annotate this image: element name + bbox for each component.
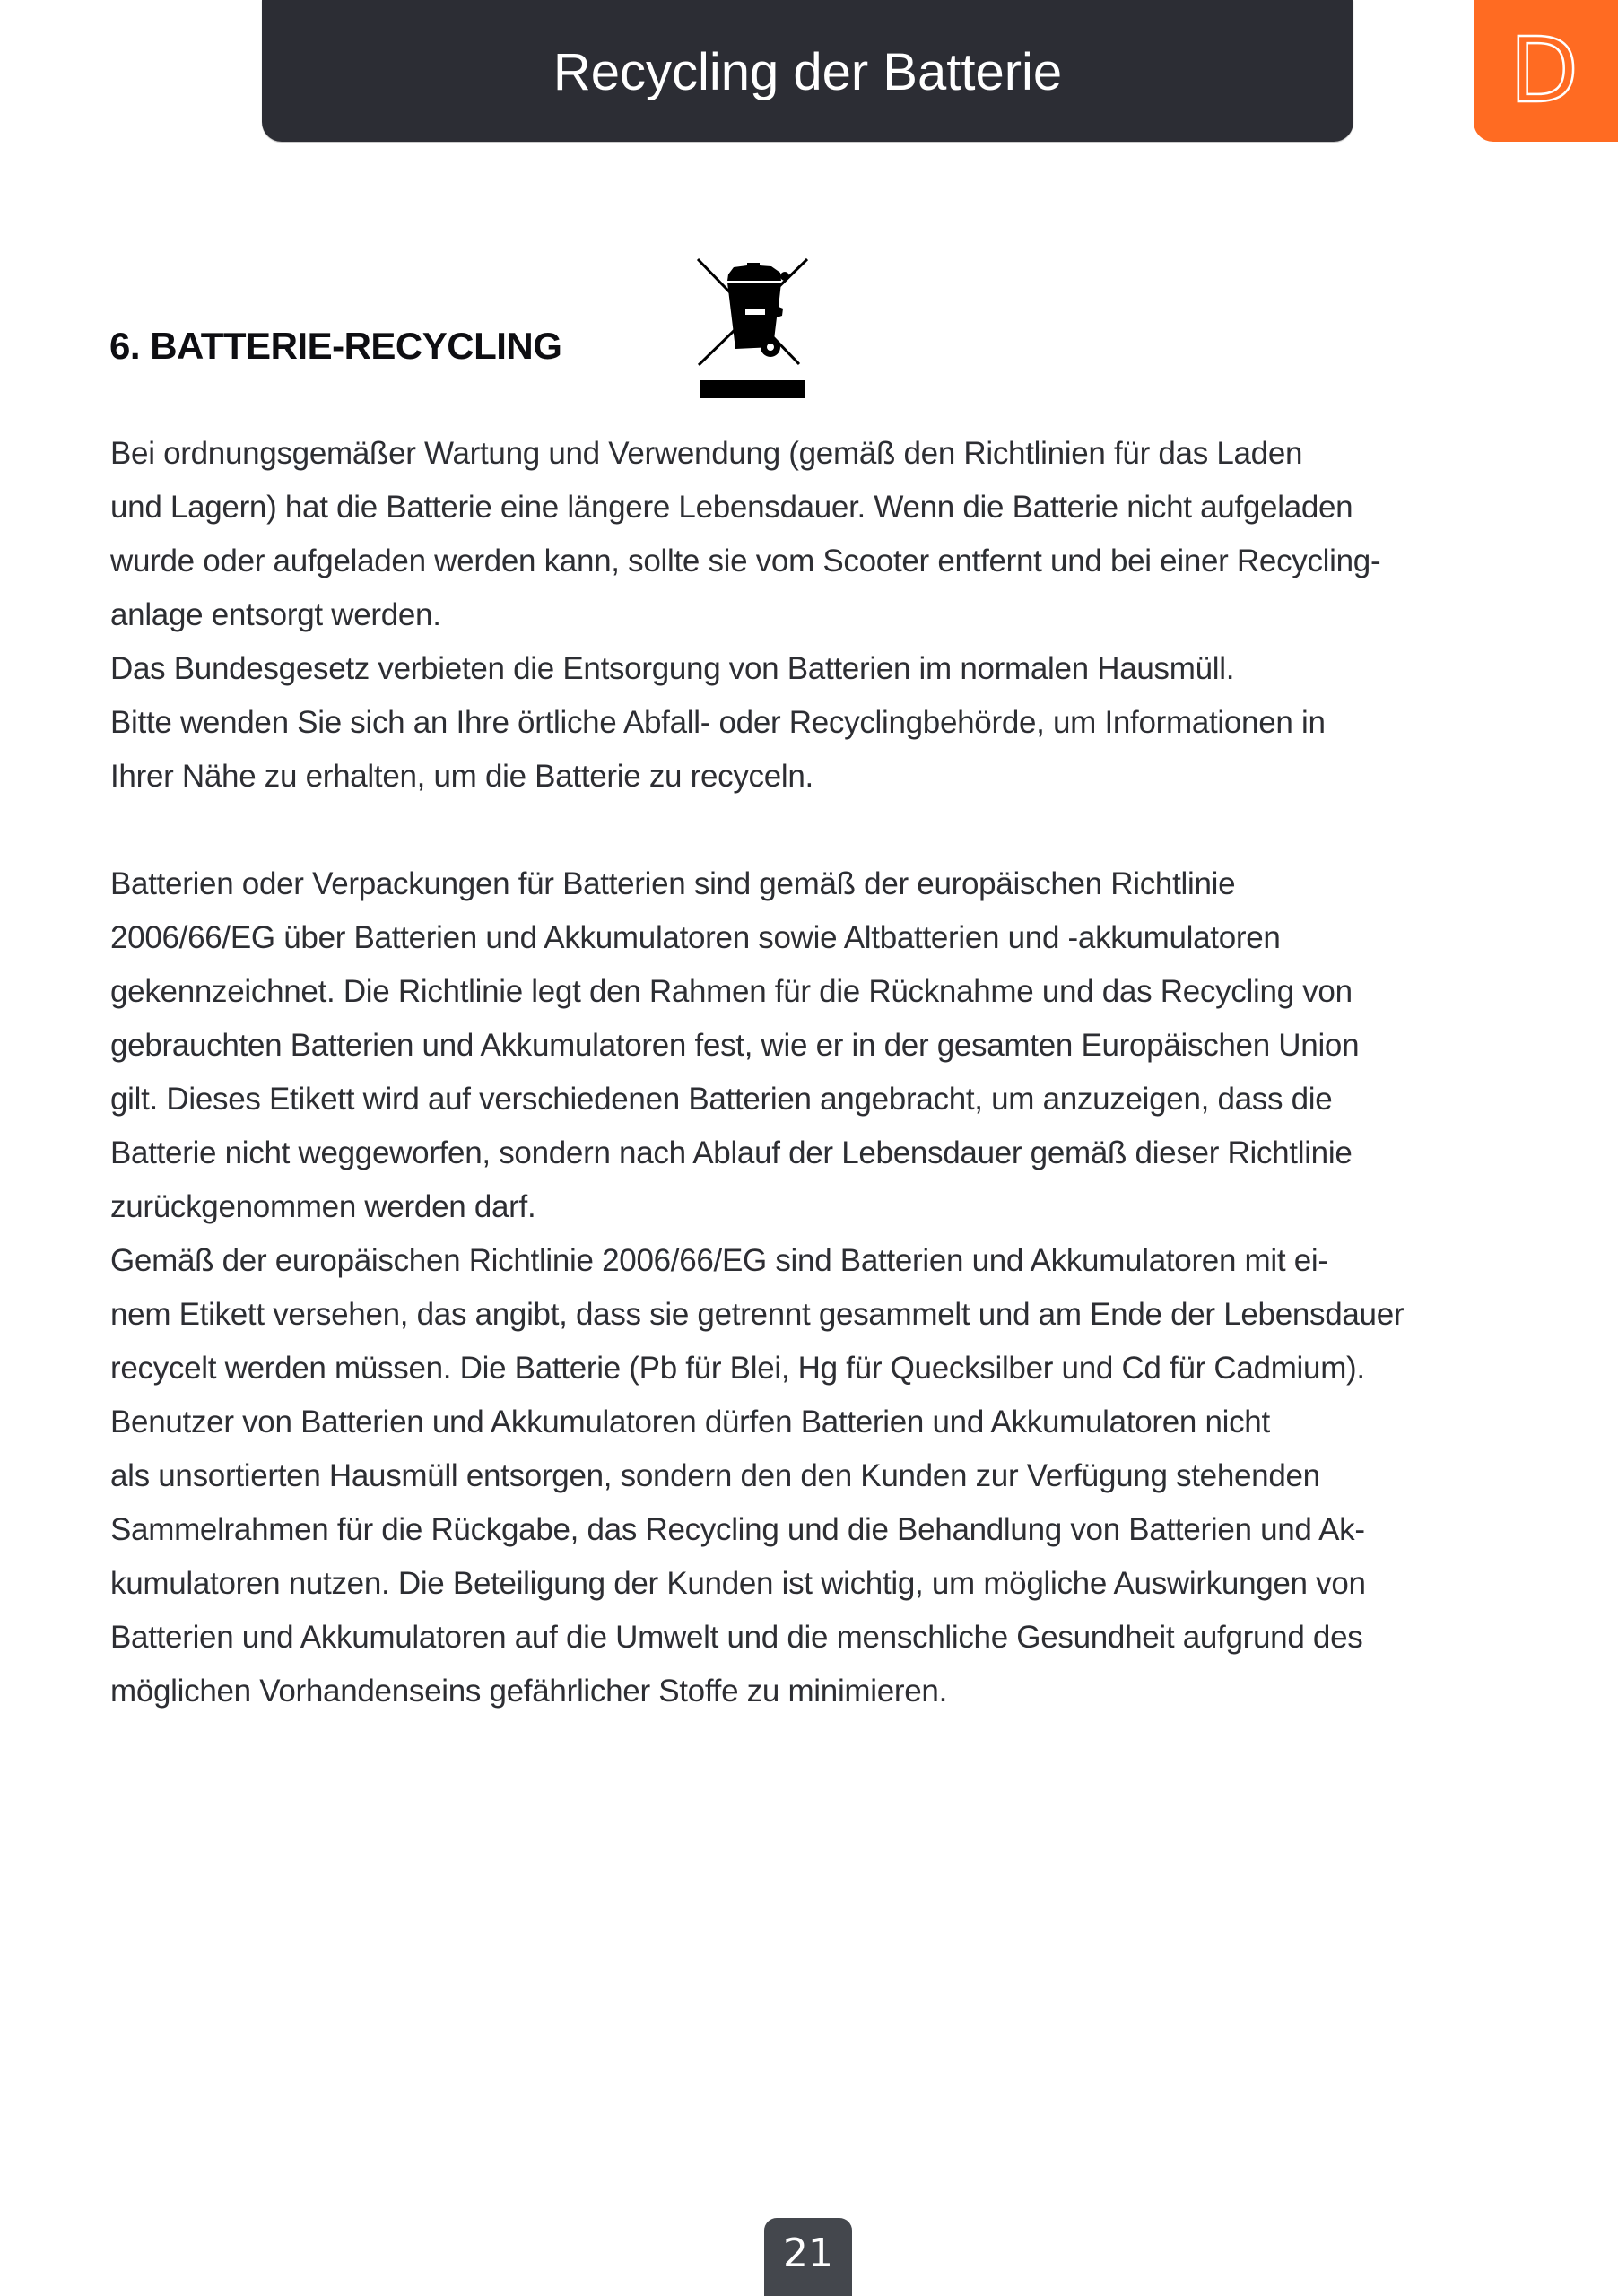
page-title: Recycling der Batterie [552,43,1063,101]
section-heading: 6. BATTERIE-RECYCLING [109,325,562,367]
crossed-out-wheelie-bin-icon [695,255,810,400]
body-line: Gemäß der europäischen Richtlinie 2006/66/EG sind Batterien und Akkumulatoren mit ei- [110,1243,1328,1278]
body-line: Das Bundesgesetz verbieten die Entsorgung von Batterien im normalen Hausmüll. [110,651,1235,686]
body-line: als unsortierten Hausmüll entsorgen, sondern den den Kunden zur Verfügung stehenden [110,1458,1320,1493]
body-line: Batterie nicht weggeworfen, sondern nach Ablauf der Lebensdauer gemäß dieser Richtlinie [110,1135,1353,1170]
body-line: zurückgenommen werden darf. [110,1189,536,1224]
body-line: gilt. Dieses Etikett wird auf verschiedenen Batterien angebracht, um anzuzeigen, dass die [110,1082,1333,1117]
language-tab [1474,0,1618,142]
body-line: wurde oder aufgeladen werden kann, sollte sie vom Scooter entfernt und bei einer Recycling- [110,544,1381,578]
paragraph-spacer [110,804,1509,857]
body-line: möglichen Vorhandenseins gefährlicher Stoffe zu minimieren. [110,1674,948,1709]
page-number-badge [764,2218,852,2296]
body-line: Batterien oder Verpackungen für Batterien sind gemäß der europäischen Richtlinie [110,866,1236,901]
body-text [110,427,1509,1718]
body-line: Ihrer Nähe zu erhalten, um die Batterie zu recyceln. [110,759,813,794]
body-line: Batterien und Akkumulatoren auf die Umwelt und die menschliche Gesundheit aufgrund des [110,1620,1363,1655]
body-line: 2006/66/EG über Batterien und Akkumulatoren sowie Altbatterien und -akkumulatoren [110,920,1281,955]
body-line: gebrauchten Batterien und Akkumulatoren fest, wie er in der gesamten Europäischen Union [110,1028,1360,1063]
body-line: kumulatoren nutzen. Die Beteiligung der Kunden ist wichtig, um mögliche Auswirkungen von [110,1566,1366,1601]
body-line: recycelt werden müssen. Die Batterie (Pb für Blei, Hg für Quecksilber und Cd für Cadmium). [110,1351,1365,1386]
body-line: und Lagern) hat die Batterie eine längere Lebensdauer. Wenn die Batterie nicht aufgeladen [110,490,1353,525]
body-line: gekennzeichnet. Die Richtlinie legt den Rahmen für die Rücknahme und das Recycling von [110,974,1353,1009]
language-letter: D [1509,18,1579,123]
body-line: Benutzer von Batterien und Akkumulatoren dürfen Batterien und Akkumulatoren nicht [110,1405,1270,1439]
body-line: Bitte wenden Sie sich an Ihre örtliche Abfall- oder Recyclingbehörde, um Informationen in [110,705,1326,740]
body-line: Sammelrahmen für die Rückgabe, das Recycling und die Behandlung von Batterien und Ak- [110,1512,1365,1547]
header-bar [262,0,1353,142]
body-line: nem Etikett versehen, das angibt, dass sie getrennt gesammelt und am Ende der Lebensdauer [110,1297,1405,1332]
body-line: Bei ordnungsgemäßer Wartung und Verwendung (gemäß den Richtlinien für das Laden [110,436,1303,471]
page-number: 21 [783,2231,833,2276]
body-line: anlage entsorgt werden. [110,597,441,632]
